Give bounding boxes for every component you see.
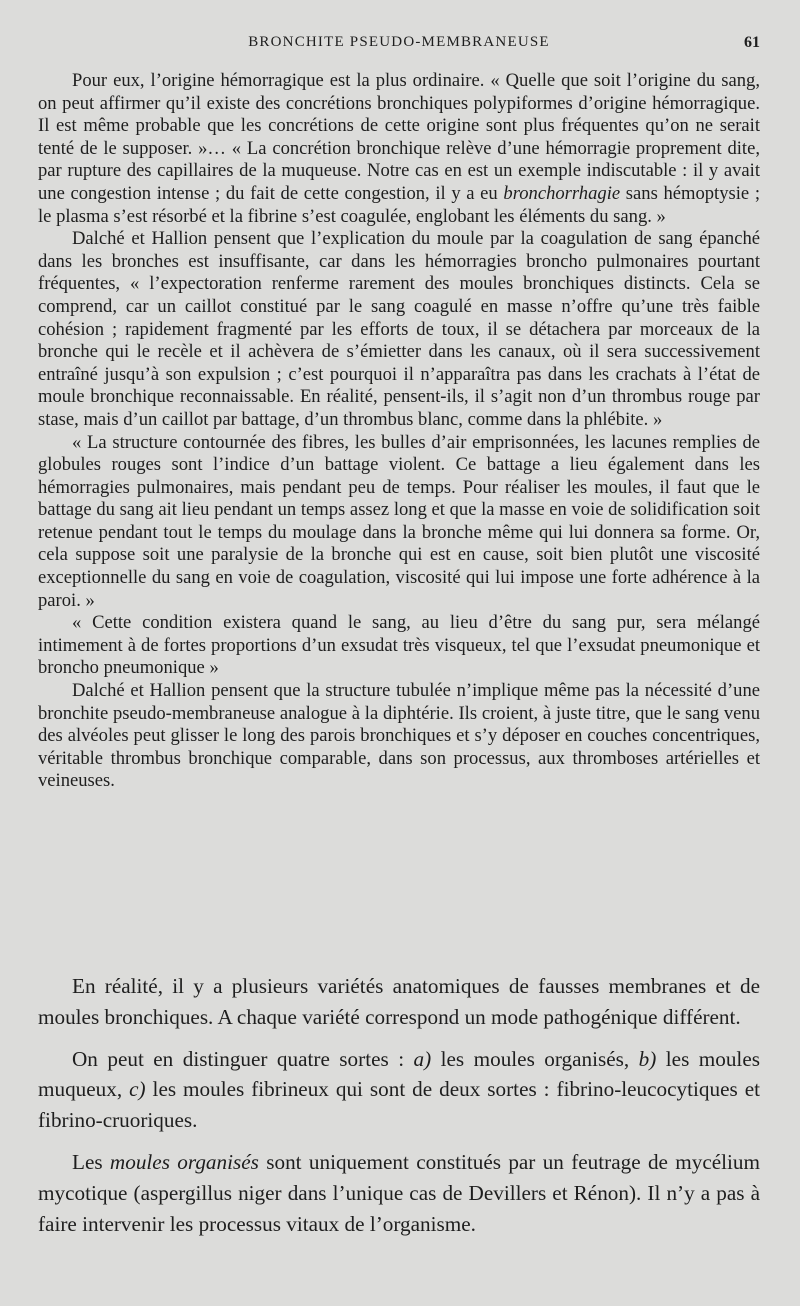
main-paragraph-2 xyxy=(38,1044,760,1136)
quoted-paragraph-4: « Cette condition existera quand le sang, au lieu d’être du sang pur, sera mélangé intimement à de fortes proportions d’un exsudat très visqueux, tel que l’exsudat pneumonique et broncho pneumonique » xyxy=(38,612,760,679)
main-p2-text-d: les moules fibrineux qui sont de deux sortes : fibrino-leucocytiques et fibrino-cruoriques. xyxy=(38,1077,760,1133)
main-p3-text-a: Les xyxy=(72,1149,110,1174)
quoted-paragraph-5: Dalché et Hallion pensent que la structure tubulée n’implique même pas la nécessité d’une bronchite pseudo-membraneuse analogue à la diphtérie. Ils croient, à juste titre, que le sang venu des alvéoles peut glisser le long des parois bronchiques et s’y déposer en couches concentriques, véritable thrombus bronchique comparable, dans son processus, aux thromboses artérielles et veineuses. xyxy=(38,680,760,792)
main-p2-text-b: les moules organisés, xyxy=(431,1046,639,1071)
quoted-p1-italic: bronchorrhagie xyxy=(503,182,621,204)
quoted-paragraph-1 xyxy=(38,70,760,228)
quoted-paragraph-2: Dalché et Hallion pensent que l’explication du moule par la coagulation de sang épanché dans les bronches est insuffisante, car dans les hémorragies broncho pulmonaires pourtant fréquentes, « l’expectoration renferme rarement des moules bronchiques distincts. Cela se comprend, car un caillot constitué par le sang coagulé en masse n’offre qu’une très faible cohésion ; rapidement fragmenté par les efforts de toux, il se détachera par morceaux de la bronche qui le recèle et il achèvera de s’émietter dans les canaux, où il sera successivement entraîné jusqu’à son expulsion ; c’est pourquoi il n’apparaîtra pas dans les crachats à l’état de moule bronchique reconnaissable. En réalité, pensent-ils, il s’agit non d’un thrombus rouge par stase, mais d’un caillot par battage, d’un thrombus blanc, comme dans la phlébite. » xyxy=(38,228,760,430)
main-text xyxy=(38,971,760,1250)
main-paragraph-1: En réalité, il y a plusieurs variétés anatomiques de fausses membranes et de moules bronchiques. A chaque variété correspond un mode pathogénique différent. xyxy=(38,974,760,1029)
main-p2-label-b: b) xyxy=(638,1046,657,1071)
main-paragraph-3 xyxy=(38,1147,760,1239)
quoted-p1-text-b: sans hémoptysie ; le plasma s’est résorbé et la fibrine s’est coagulée, englobant les éléments du sang. » xyxy=(38,182,760,227)
running-title: BRONCHITE PSEUDO-MEMBRANEUSE xyxy=(248,34,550,50)
main-p2-text-c: les moules muqueux, xyxy=(38,1046,760,1102)
page-number: 61 xyxy=(744,34,760,51)
quoted-paragraph-3: « La structure contournée des fibres, les bulles d’air emprisonnées, les lacunes remplies de globules rouges sont l’indice d’un battage violent. Ce battage a lieu également dans les hémorragies pulmonaires, mais pendant peu de temps. Pour réaliser les moules, il faut que le battage du sang ait lieu pendant un temps assez long et que la masse en voie de solidification soit retenue pendant tout le temps du moulage dans la bronche même qui lui donnera sa forme. Or, cela suppose soit une paralysie de la bronche qui est en cause, soit bien plutôt une viscosité exceptionnelle du sang en voie de coagulation, viscosité qui lui impose une forte adhérence à la paroi. » xyxy=(38,431,760,611)
main-p2-text-a: On peut en distinguer quatre sortes : xyxy=(72,1046,414,1071)
main-p2-label-a: a) xyxy=(413,1046,432,1071)
quoted-block xyxy=(38,70,760,793)
quoted-p1-text-a: Pour eux, l’origine hémorragique est la plus ordinaire. « Quelle que soit l’origine du sang, on peut affirmer qu’il existe des concrétions bronchiques polypiformes d’origine hémorragique. Il est même probable que les concrétions de cette origine sont plus fréquentes qu’on ne serait tenté de le supposer. »… « La concrétion bronchique relève d’une hémorragie proprement dite, par rupture des capillaires de la muqueuse. Notre cas en est un exemple indiscutable : il y avait une congestion intense ; du fait de cette congestion, il y a eu xyxy=(38,70,760,204)
main-p2-label-c: c) xyxy=(129,1077,146,1102)
main-p3-text-b: sont uniquement constitués par un feutrage de mycélium mycotique (aspergillus niger dans l’unique cas de Devillers et Rénon). Il n’y a pas à faire intervenir les processus vitaux de l’organisme. xyxy=(38,1149,760,1236)
main-p3-italic: moules organisés xyxy=(109,1149,259,1174)
page-header xyxy=(38,34,760,56)
